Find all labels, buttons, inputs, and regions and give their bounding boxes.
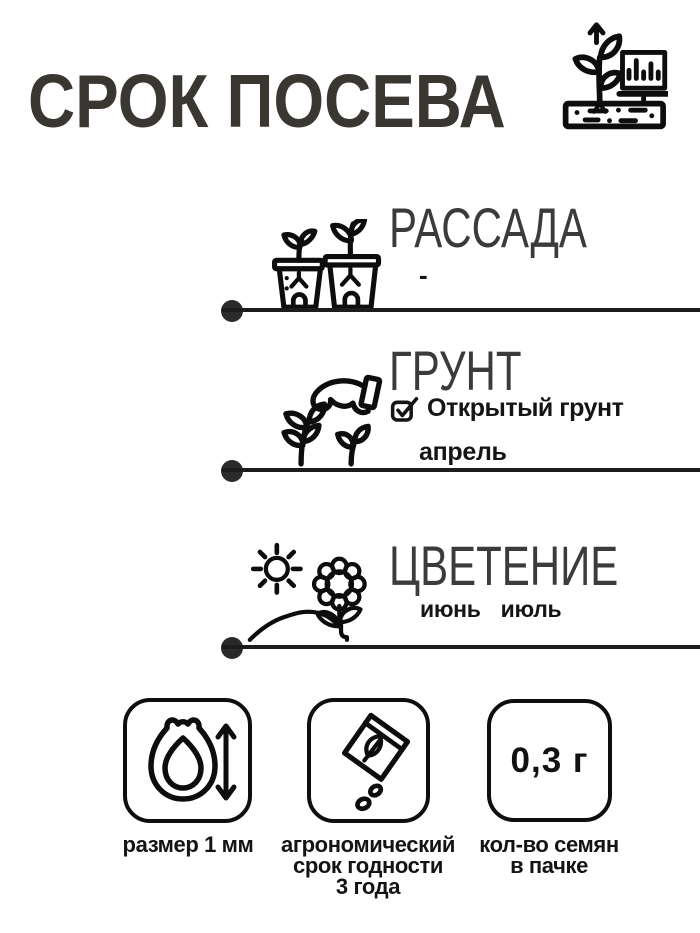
seed-size-label: размер 1 мм bbox=[122, 832, 254, 857]
shelf-life-card bbox=[307, 698, 430, 823]
timeline-line bbox=[222, 645, 700, 649]
seed-weight-label: кол-во семян в пачке bbox=[479, 832, 619, 878]
checkbox-label: Открытый грунт bbox=[427, 394, 624, 422]
section-heading-cvetenie: ЦВЕТЕНИЕ bbox=[389, 534, 619, 597]
grunt-value: апрель bbox=[419, 438, 507, 466]
seed-size-icon bbox=[136, 711, 240, 811]
section-heading-grunt: ГРУНТ bbox=[389, 339, 522, 402]
month-value: июнь bbox=[420, 596, 481, 622]
seed-packet-icon bbox=[322, 706, 416, 815]
month-value: июль bbox=[500, 596, 562, 622]
flowering-months bbox=[420, 596, 561, 623]
hand-sowing-icon bbox=[268, 373, 386, 469]
shelf-life-label: агрономический срок годности 3 года bbox=[281, 832, 455, 899]
checkbox-checked-icon bbox=[390, 395, 420, 422]
sprout-growth-chart-icon bbox=[538, 18, 668, 134]
seed-weight-value: 0,3 г bbox=[510, 740, 589, 780]
timeline-line bbox=[222, 468, 700, 472]
sun-flower-icon bbox=[238, 532, 390, 648]
section-heading-rassada: РАССАДА bbox=[389, 196, 587, 259]
rassada-value: - bbox=[419, 260, 428, 290]
seed-weight-card bbox=[487, 699, 612, 822]
seed-size-card bbox=[123, 698, 252, 823]
seedling-pots-icon bbox=[268, 219, 386, 311]
timeline-line bbox=[222, 308, 700, 312]
page-title: СРОК ПОСЕВА bbox=[28, 59, 506, 143]
open-ground-row bbox=[390, 394, 623, 423]
